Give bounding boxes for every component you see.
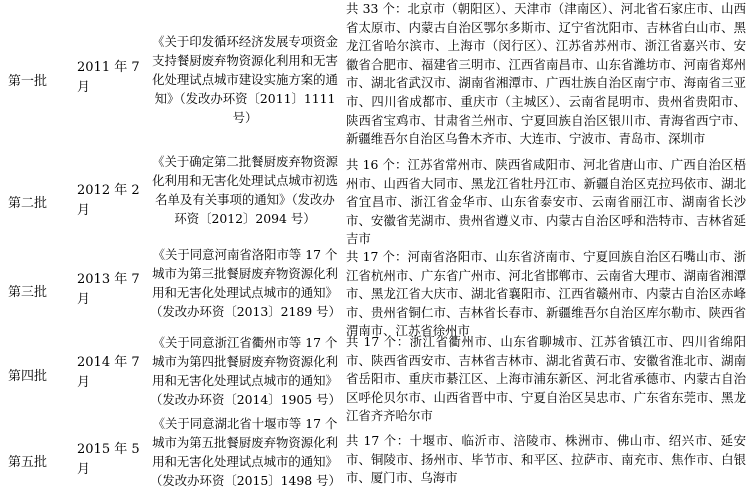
batch-label: 第三批 bbox=[8, 285, 48, 300]
batch-document: 《关于同意浙江省衢州市等 17 个城市为第四批餐厨废弃物资源化利用和无害化处理试点城市的通知》（发改办环资〔2014〕1905 号） bbox=[150, 335, 341, 407]
batch-label: 第四批 bbox=[8, 369, 48, 384]
batch-document: 《关于印发循环经济发展专项资金支持餐厨废弃物资源化利用和无害化处理试点城市建设实施方案的通知》（发改办环资〔2011〕1111 号） bbox=[152, 34, 338, 125]
batch-date: 2015 年 5 月 bbox=[77, 442, 140, 477]
batch-document: 《关于同意湖北省十堰市等 17 个城市为第五批餐厨废弃物资源化利用和无害化处理试点城市的通知》（发改办环资〔2015〕1498 号） bbox=[150, 416, 341, 488]
batch-document: 《关于同意河南省洛阳市等 17 个城市为第三批餐厨废弃物资源化利用和无害化处理试点城市的通知》（发改办环资〔2013〕2189 号） bbox=[150, 247, 341, 319]
batch-label: 第二批 bbox=[8, 196, 48, 211]
batch-label: 第五批 bbox=[8, 455, 48, 470]
batch-cities: 共 16 个：江苏省常州市、陕西省咸阳市、河北省唐山市、广西自治区梧州市、山西省大同市、黑龙江省牡丹江市、新疆自治区克拉玛依市、湖北省宜昌市、浙江省金华市、山东省泰安市、云南省丽江市、湖南省长沙市、安徽省芜湖市、贵州省遵义市、内蒙古自治区呼和浩特市、吉林省延吉市 bbox=[346, 157, 746, 247]
batch-date: 2011 年 7 月 bbox=[77, 60, 140, 95]
batch-cities: 共 17 个：十堰市、临沂市、涪陵市、株洲市、佛山市、绍兴市、延安市、铜陵市、扬州市、毕节市、和平区、拉萨市、南充市、焦作市、白银市、厦门市、乌海市 bbox=[346, 433, 746, 486]
batch-cities: 共 17 个：河南省洛阳市、山东省济南市、宁夏回族自治区石嘴山市、浙江省杭州市、广东省广州市、河北省邯郸市、云南省大理市、湖南省湘潭市、黑龙江省大庆市、湖北省襄阳市、江西省赣州市、内蒙古自治区赤峰市、贵州省铜仁市、吉林省长春市、新疆维吾尔自治区库尔勒市、陕西省渭南市、江苏省徐州市 bbox=[346, 249, 746, 339]
batch-cities: 共 33 个：北京市（朝阳区）、天津市（津南区）、河北省石家庄市、山西省太原市、内蒙古自治区鄂尔多斯市、辽宁省沈阳市、吉林省白山市、黑龙江省哈尔滨市、上海市（闵行区）、江苏省苏州市、浙江省嘉兴市、安徽省合肥市、福建省三明市、江西省南昌市、山东省潍坊市、河南省郑州市、湖北省武汉市、湖南省湘潭市、广西壮族自治区南宁市、海南省三亚市、四川省成都市、重庆市（主城区）、云南省昆明市、贵州省贵阳市、陕西省宝鸡市、甘肃省兰州市、宁夏回族自治区银川市、青海省西宁市、新疆维吾尔自治区乌鲁木齐市、大连市、宁波市、青岛市、深圳市 bbox=[346, 1, 746, 147]
batch-date: 2012 年 2 月 bbox=[77, 183, 140, 218]
batch-document: 《关于确定第二批餐厨废弃物资源化利用和无害化处理试点城市初选名单及有关事项的通知》（发改办环资〔2012〕2094 号） bbox=[152, 154, 338, 226]
batch-cities: 共 17 个：浙江省衢州市、山东省聊城市、江苏省镇江市、四川省绵阳市、陕西省西安市、吉林省吉林市、湖北省黄石市、安徽省淮北市、湖南省岳阳市、重庆市綦江区、上海市浦东新区、河北省承德市、内蒙古自治区呼伦贝尔市、山西省晋中市、宁夏自治区吴忠市、广东省东莞市、黑龙江省齐齐哈尔市 bbox=[346, 334, 746, 424]
batch-date: 2013 年 7 月 bbox=[77, 272, 140, 307]
batch-date: 2014 年 7 月 bbox=[77, 355, 140, 390]
batch-label: 第一批 bbox=[8, 74, 48, 89]
